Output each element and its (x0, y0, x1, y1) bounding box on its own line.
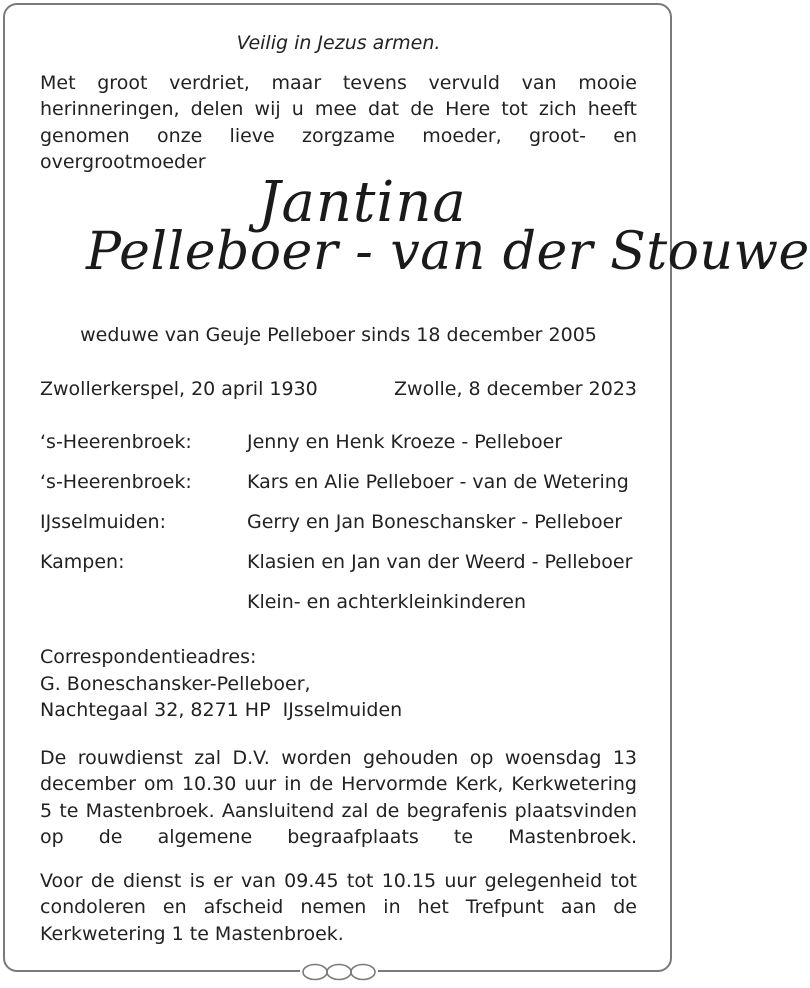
deceased-first-name: Jantina (258, 170, 467, 235)
correspondence-address: Nachtegaal 32, 8271 HP IJsselmuiden (40, 699, 403, 721)
widow-line: weduwe van Geuje Pelleboer sinds 18 december 2005 (80, 324, 597, 346)
deceased-surname: Pelleboer - van der Stouwe (86, 222, 810, 282)
birth-info: Zwollerkerspel, 20 april 1930 (40, 378, 318, 400)
correspondence-block (40, 644, 402, 724)
death-info: Zwolle, 8 december 2023 (394, 378, 637, 400)
family-place: IJsselmuiden: (40, 511, 166, 533)
service-text: De rouwdienst zal D.V. worden gehouden op woensdag 13 december om 10.30 uur in de Hervormde Kerk, Kerkwetering 5 te Mastenbroek. Aansluitend zal de begrafenis plaatsvinden op de algemene begraafplaats te Mastenbroek. (40, 747, 637, 848)
correspondence-name: G. Boneschansker-Pelleboer, (40, 672, 311, 695)
family-place: Kampen: (40, 551, 125, 573)
family-place: ‘s-Heerenbroek: (40, 431, 192, 453)
motto: Veilig in Jezus armen. (236, 32, 441, 54)
family-names: Klasien en Jan van der Weerd - Pelleboer (247, 551, 633, 573)
family-names: Jenny en Henk Kroeze - Pelleboer (247, 431, 563, 453)
family-names: Kars en Alie Pelleboer - van de Wetering (247, 471, 629, 493)
family-place: ‘s-Heerenbroek: (40, 471, 192, 493)
condolence-text: Voor de dienst is er van 09.45 tot 10.15 uur gelegenheid tot condoleren en afscheid nemen in het Trefpunt aan de Kerkwetering 1 te Mastenbroek. (40, 870, 637, 945)
knot-ornament (300, 961, 378, 983)
family-names: Gerry en Jan Boneschansker - Pelleboer (247, 511, 623, 533)
correspondence-heading: Correspondentieadres: (40, 646, 257, 668)
family-names: Klein- en achterkleinkinderen (247, 591, 526, 613)
intro-text: Met groot verdriet, maar tevens vervuld van mooie herinneringen, delen wij u mee dat de Here tot zich heeft genomen onze lieve zorgzame moeder, groot- en overgrootmoeder (40, 72, 637, 173)
